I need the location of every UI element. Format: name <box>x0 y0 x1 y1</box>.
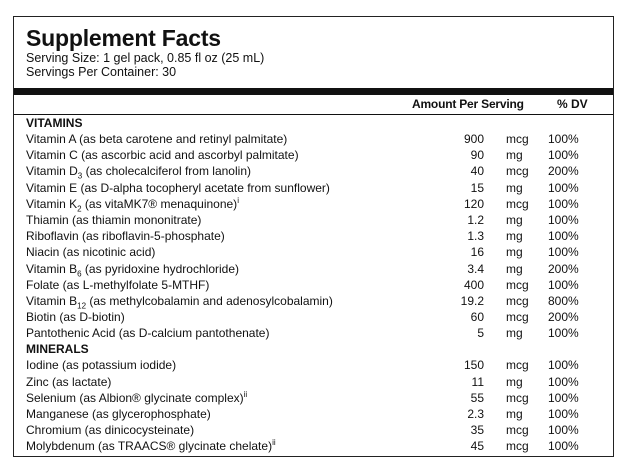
nutrient-name <box>26 261 239 277</box>
nutrient-name <box>26 374 111 390</box>
nutrient-name-text: Manganese (as glycerophosphate) <box>26 407 211 421</box>
nutrient-amount: 55 <box>470 390 484 405</box>
nutrient-dv: 100% <box>548 212 579 227</box>
nutrient-row <box>26 228 601 244</box>
nutrient-name <box>26 277 209 293</box>
nutrient-dv: 800% <box>548 293 579 308</box>
panel-title: Supplement Facts <box>26 25 221 51</box>
nutrient-name-text: Vitamin B <box>26 261 78 276</box>
nutrient-unit: mcg <box>506 439 529 454</box>
nutrient-row <box>26 212 601 228</box>
nutrient-row <box>26 406 601 422</box>
nutrient-name-text: Vitamin A (as beta carotene and retinyl palmitate) <box>26 132 288 146</box>
nutrient-unit: mcg <box>506 358 529 373</box>
nutrient-dv: 100% <box>548 132 579 146</box>
nutrient-amount: 60 <box>470 310 484 325</box>
nutrient-name-text: Folate (as L-methylfolate 5-MTHF) <box>26 277 210 292</box>
nutrient-unit: mg <box>506 407 523 421</box>
nutrient-name-text: Zinc (as lactate) <box>26 374 112 389</box>
nutrient-amount: 45 <box>470 439 484 454</box>
nutrient-name-detail: (as vitaMK7® menaquinone) <box>81 196 238 211</box>
nutrient-name <box>26 228 225 244</box>
nutrient-row <box>26 422 601 438</box>
nutrient-dv: 100% <box>548 277 579 292</box>
vitamins-rows <box>26 131 601 341</box>
nutrient-subscript: 6 <box>77 268 82 278</box>
servings-per-container: Servings Per Container: 30 <box>26 65 177 79</box>
nutrient-unit: mcg <box>506 293 529 308</box>
nutrient-name <box>26 196 239 212</box>
nutrient-name-text: Chromium (as dinicocysteinate) <box>26 423 195 438</box>
minerals-heading: MINERALS <box>26 342 89 357</box>
nutrient-dv: 100% <box>548 358 579 373</box>
nutrient-name <box>26 309 125 325</box>
nutrient-dv: 100% <box>548 148 579 163</box>
nutrient-name-text: Vitamin E (as D-alpha tocopheryl acetate from sunflower) <box>26 180 330 195</box>
nutrient-amount: 3.4 <box>467 261 484 276</box>
nutrient-row <box>26 438 601 454</box>
footnote-mark: i <box>237 195 239 205</box>
nutrient-unit: mcg <box>506 423 529 438</box>
nutrient-name-text: Biotin (as D-biotin) <box>26 310 125 325</box>
nutrient-amount: 900 <box>463 132 484 146</box>
nutrient-list <box>26 115 601 455</box>
nutrient-amount: 90 <box>470 148 484 163</box>
thick-divider <box>14 88 613 95</box>
nutrient-row <box>26 147 601 163</box>
nutrient-name <box>26 390 247 406</box>
nutrient-dv: 100% <box>548 180 579 195</box>
daily-value-header: % DV <box>557 97 588 111</box>
nutrient-dv: 100% <box>548 196 579 211</box>
nutrient-unit: mcg <box>506 310 529 325</box>
footnote-mark: ii <box>272 438 276 448</box>
nutrient-amount: 15 <box>470 180 484 195</box>
nutrient-unit: mg <box>506 180 523 195</box>
vitamins-heading: VITAMINS <box>26 116 83 130</box>
nutrient-name-text: Riboflavin (as riboflavin-5-phosphate) <box>26 229 225 244</box>
nutrient-name-text: Vitamin D <box>26 164 78 179</box>
nutrient-amount: 16 <box>470 245 484 260</box>
nutrient-dv: 100% <box>548 423 579 438</box>
nutrient-dv: 100% <box>548 229 579 244</box>
footnote-mark: ii <box>243 389 248 399</box>
nutrient-dv: 200% <box>548 310 579 325</box>
nutrient-dv: 100% <box>548 374 579 389</box>
minerals-rows <box>26 357 601 454</box>
nutrient-amount: 1.3 <box>467 229 484 244</box>
nutrient-dv: 100% <box>548 390 579 405</box>
nutrient-subscript: 12 <box>77 301 87 311</box>
nutrient-amount: 400 <box>463 277 484 292</box>
amount-per-serving-header: Amount Per Serving <box>412 97 524 111</box>
nutrient-unit: mg <box>506 148 523 163</box>
nutrient-name <box>26 212 201 228</box>
nutrient-name <box>26 438 276 454</box>
nutrient-name-text: Molybdenum (as TRAACS® glycinate chelate) <box>26 439 273 454</box>
nutrient-unit: mcg <box>506 132 529 146</box>
nutrient-unit: mg <box>506 212 523 227</box>
nutrient-subscript: 2 <box>77 204 82 214</box>
nutrient-row <box>26 325 601 341</box>
nutrient-amount: 19.2 <box>460 293 484 308</box>
nutrient-row <box>26 261 601 277</box>
supplement-facts-panel <box>13 16 614 457</box>
nutrient-row <box>26 309 601 325</box>
nutrient-name <box>26 293 333 309</box>
nutrient-dv: 200% <box>548 164 579 179</box>
nutrient-dv: 200% <box>548 261 579 276</box>
nutrient-unit: mg <box>506 229 523 244</box>
nutrient-unit: mg <box>506 374 523 389</box>
nutrient-row <box>26 180 601 196</box>
nutrient-amount: 35 <box>470 423 484 438</box>
nutrient-name-text: Iodine (as potassium iodide) <box>26 358 177 373</box>
nutrient-row <box>26 390 601 406</box>
nutrient-name-detail: (as pyridoxine hydrochloride) <box>81 261 239 276</box>
nutrient-dv: 100% <box>548 407 579 421</box>
nutrient-name-text: Vitamin B <box>26 293 78 308</box>
nutrient-unit: mcg <box>506 196 529 211</box>
nutrient-name-text: Thiamin (as thiamin mononitrate) <box>26 212 202 227</box>
nutrient-amount: 1.2 <box>467 212 484 227</box>
nutrient-subscript: 3 <box>77 171 83 181</box>
column-header <box>14 97 613 113</box>
nutrient-name <box>26 325 269 341</box>
nutrient-unit: mcg <box>506 164 529 179</box>
nutrient-row <box>26 131 601 147</box>
nutrient-name-detail: (as cholecalciferol from lanolin) <box>82 164 251 179</box>
nutrient-name <box>26 180 330 196</box>
nutrient-name <box>26 163 251 179</box>
nutrient-amount: 150 <box>463 358 484 373</box>
nutrient-row <box>26 374 601 390</box>
nutrient-name <box>26 244 155 260</box>
nutrient-unit: mg <box>506 245 523 260</box>
nutrient-name-text: Niacin (as nicotinic acid) <box>26 245 156 260</box>
nutrient-dv: 100% <box>548 245 579 260</box>
nutrient-row <box>26 357 601 373</box>
nutrient-name-text: Pantothenic Acid (as D-calcium pantothenate) <box>26 326 270 341</box>
nutrient-name-text: Vitamin K <box>26 196 78 211</box>
nutrient-name-text: Vitamin C (as ascorbic acid and ascorbyl palmitate) <box>26 148 299 163</box>
nutrient-name <box>26 422 194 438</box>
nutrient-row <box>26 277 601 293</box>
nutrient-amount: 120 <box>463 196 484 211</box>
nutrient-row <box>26 293 601 309</box>
nutrient-dv: 100% <box>548 439 579 454</box>
serving-size: Serving Size: 1 gel pack, 0.85 fl oz (25 mL) <box>26 51 265 65</box>
nutrient-name-detail: (as methylcobalamin and adenosylcobalamin) <box>86 293 333 308</box>
nutrient-amount: 2.3 <box>467 407 484 421</box>
nutrient-unit: mg <box>506 326 523 341</box>
nutrient-row <box>26 244 601 260</box>
nutrient-name <box>26 406 211 422</box>
nutrient-row <box>26 196 601 212</box>
nutrient-name <box>26 147 299 163</box>
nutrient-unit: mg <box>506 261 523 276</box>
nutrient-name <box>26 131 287 147</box>
nutrient-amount: 5 <box>477 326 484 341</box>
nutrient-dv: 100% <box>548 326 579 341</box>
nutrient-name <box>26 357 176 373</box>
nutrient-name-text: Selenium (as Albion® glycinate complex) <box>26 390 244 405</box>
nutrient-amount: 11 <box>471 374 484 389</box>
nutrient-row <box>26 163 601 179</box>
nutrient-unit: mcg <box>506 277 529 292</box>
nutrient-unit: mcg <box>506 390 529 405</box>
nutrient-amount: 40 <box>470 164 484 179</box>
